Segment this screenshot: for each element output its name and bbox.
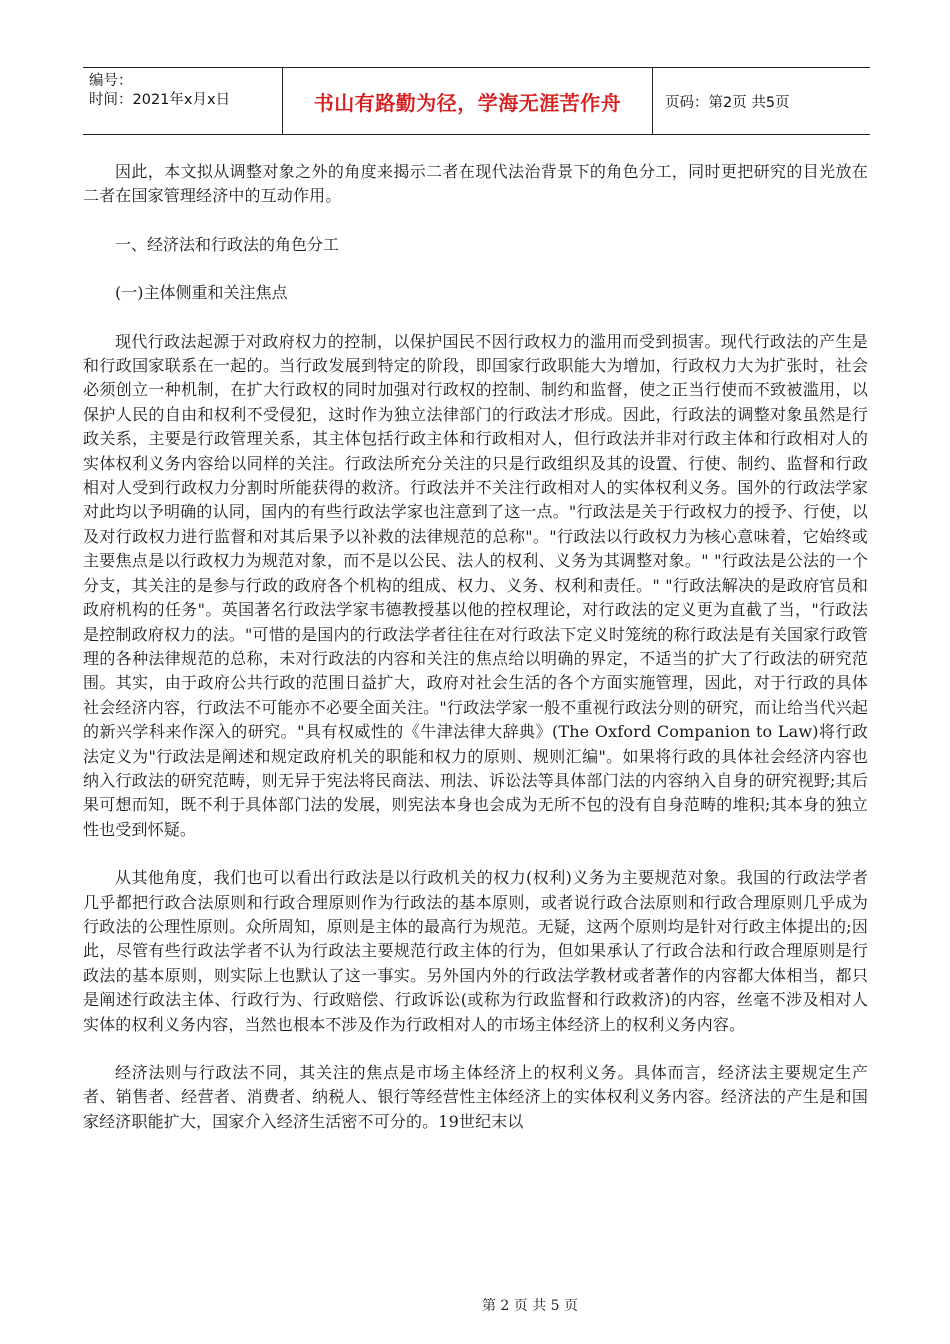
header-meta [83, 68, 282, 134]
document-number-label: 编号： [89, 73, 133, 89]
paragraph-economic-law: 经济法则与行政法不同，其关注的焦点是市场主体经济上的权利义务。具体而言，经济法主要规定生产者、销售者、经营者、消费者、纳税人、银行等经营性主体经济上的实体权利义务内容。经济法的产生是和国家经济职能扩大，国家介入经济生活密不可分的。19世纪末以 [83, 1063, 868, 1131]
subsection-heading: (一)主体侧重和关注焦点 [115, 283, 288, 303]
header-page-info: 页码：第2页 共5页 [665, 94, 790, 111]
page-header [83, 67, 870, 135]
paragraph-administrative-law: 现代行政法起源于对政府权力的控制，以保护国民不因行政权力的滥用而受到损害。现代行政法的产生是和行政国家联系在一起的。当行政发展到特定的阶段，即国家行政职能大为增加，行政权力大为扩张时，社会必须创立一种机制，在扩大行政权的同时加强对行政权的控制、制约和监督，使之正当行使而不致被滥用，以保护人民的自由和权利不受侵犯，这时作为独立法律部门的行政法才形成。因此，行政法的调整对象虽然是行政关系，主要是行政管理关系，其主体包括行政主体和行政相对人，但行政法并非对行政主体和行政相对人的实体权利义务内容给以同样的关注。行政法所充分关注的只是行政组织及其的设置、行使、制约、监督和行政相对人受到行政权力分割时所能获得的救济。行政法并不关注行政相对人的实体权利义务。国外的行政法学家对此均以予明确的认同，国内的有些行政法学家也注意到了这一点。"行政法是关于行政权力的授予、行使，以及对行政权力进行监督和对其后果予以补救的法律规范的总称"。"行政法以行政权力为核心意味着，它始终或主要焦点是以行政权力为规范对象，而不是以公民、法人的权利、义务为其调整对象。" "行政法是公法的一个分支，其关注的是参与行政的政府各个机构的组成、权力、义务、权利和责任。" "行政法解决的是政府官员和政府机构的任务"。英国著名行政法学家韦德教授基以他的控权理论，对行政法的定义更为直截了当，"行政法是控制政府权力的法。"可惜的是国内的行政法学者往往在对行政法下定义时笼统的称行政法是有关国家行政管理的各种法律规范的总称，未对行政法的内容和关注的焦点给以明确的界定，不适当的扩大了行政法的研究范围。其实，由于政府公共行政的范围日益扩大，政府对社会生活的各个方面实施管理，因此，对于行政的具体社会经济内容，行政法不可能亦不必要全面关注。"行政法学家一般不重视行政法分则的研究，而让给当代兴起的新兴学科来作深入的研究。"具有权威性的《牛津法律大辞典》(The Oxford Companion to Law)将行政法定义为"行政法是阐述和规定政府机关的职能和权力的原则、规则汇编"。如果将行政的具体社会经济内容也纳入行政法的研究范畴，则无异于宪法将民商法、刑法、诉讼法等具体部门法的内容纳入自身的研究视野;其后果可想而知，既不利于具体部门法的发展，则宪法本身也会成为无所不包的没有自身范畴的堆积;其本身的独立性也受到怀疑。 [83, 331, 868, 839]
document-time-label: 时间：2021年x月x日 [89, 92, 231, 108]
header-motto: 书山有路勤为径，学海无涯苦作舟 [282, 68, 653, 134]
page-footer: 第 2 页 共 5 页 [481, 1298, 579, 1314]
paragraph-other-angle: 从其他角度，我们也可以看出行政法是以行政机关的权力(权利)义务为主要规范对象。我国的行政法学者几乎都把行政合法原则和行政合理原则作为行政法的基本原则，或者说行政合法原则和行政合理原则几乎成为行政法的公理性原则。众所周知，原则是主体的最高行为规范。无疑，这两个原则均是针对行政主体提出的;因此，尽管有些行政法学者不认为行政法主要规范行政主体的行为，但如果承认了行政合法和行政合理原则是行政法的基本原则，则实际上也默认了这一事实。另外国内外的行政法学教材或者著作的内容都大体相当，都只是阐述行政法主体、行政行为、行政赔偿、行政诉讼(或称为行政监督和行政救济)的内容，丝毫不涉及相对人实体的权利义务内容，当然也根本不涉及作为行政相对人的市场主体经济上的权利义务内容。 [83, 868, 868, 1034]
section-heading: 一、经济法和行政法的角色分工 [115, 234, 340, 254]
document-body [83, 160, 868, 1134]
paragraph-intro: 因此，本文拟从调整对象之外的角度来揭示二者在现代法治背景下的角色分工，同时更把研究的目光放在二者在国家管理经济中的互动作用。 [83, 162, 868, 206]
